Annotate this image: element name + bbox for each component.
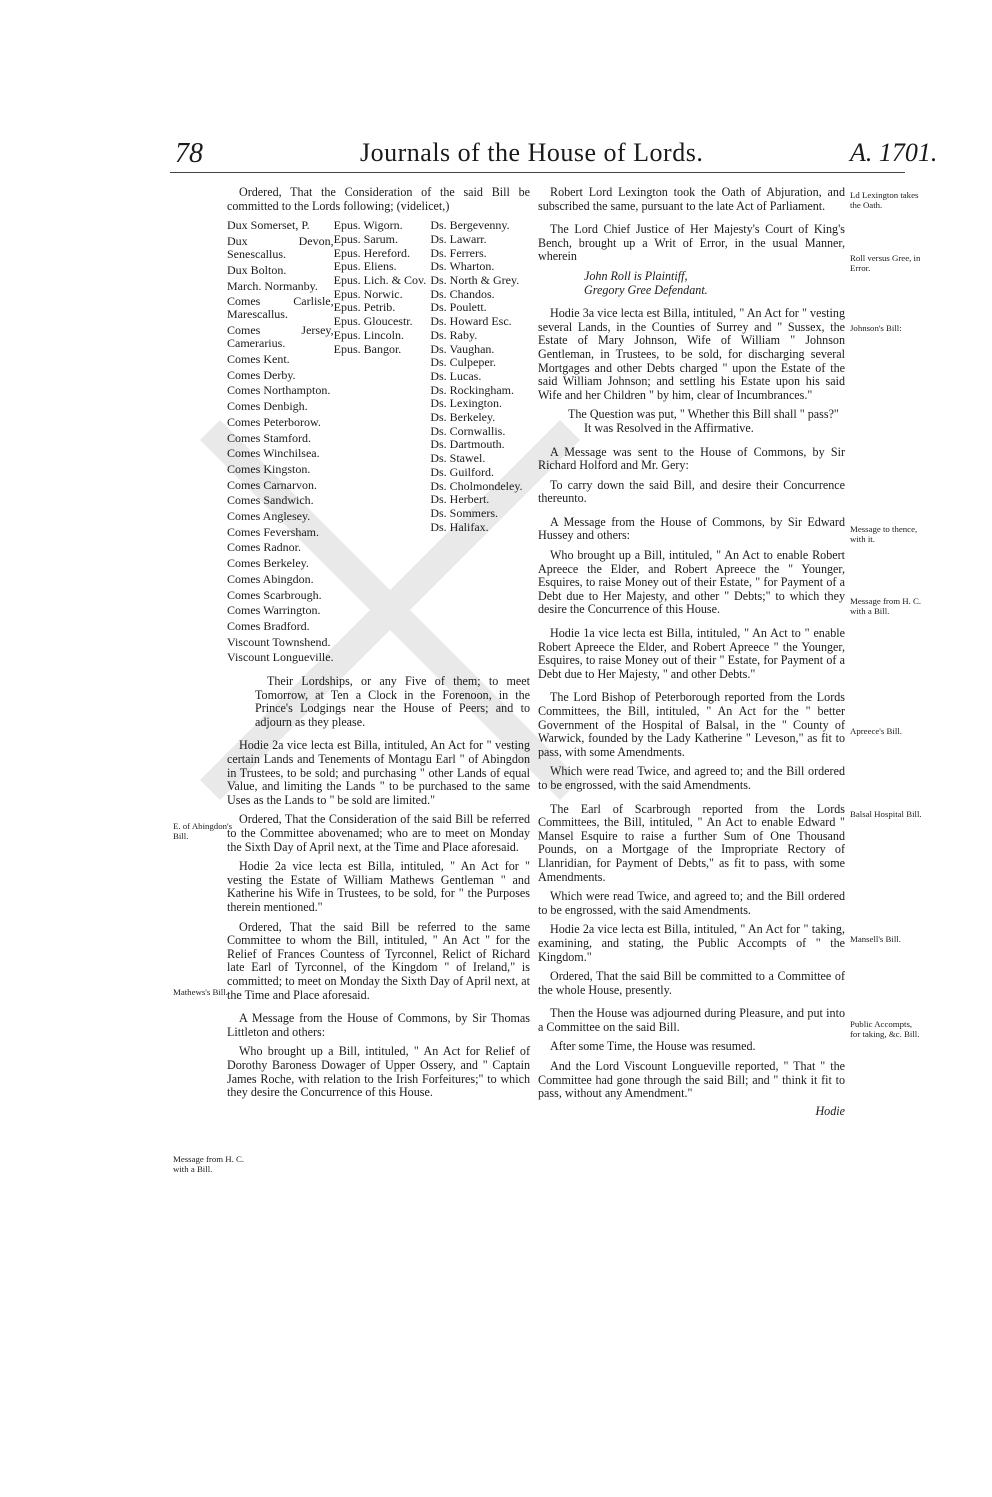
ordered-paragraph-3: Ordered, That the said Bill be referred to the same Committee to whom the Bill, intituled, " An Act " for the Relief of Frances Countess of Tyrconnel, Relict of Richard late Earl of Tyrconnel, of the Kingdom " of Ireland," is committed; to meet on Monday the Sixth Day of April next, at the Time and Place aforesaid. — [227, 919, 530, 1002]
margin-note-roll: Roll versus Gree, in Error. — [850, 253, 921, 273]
header-rule — [170, 172, 905, 173]
johnson-paragraph: Hodie 3a vice lecta est Billa, intituled, " An Act for " vesting several Lands, in the Counties of Surrey and " Sussex, the Estate of Mary Johnson, Wife of William " Johnson Gentleman, in Trustees, to be sold, for discharging several Mortgages and other Debts charged " upon the Estate of the said William Johnson; and settling his Estate upon his said Wife and her Children " by him, clear of Incumbrances." — [538, 306, 845, 402]
read-twice-paragraph-2: Which were read Twice, and agreed to; and the Bill ordered to be engrossed, with the said Amendments. — [538, 889, 845, 917]
lords-col3-entry: Ds. Raby. — [430, 327, 478, 342]
lords-col3-entry: Ds. Cornwallis. — [430, 423, 506, 438]
page-number: 78 — [175, 138, 203, 169]
resolved-paragraph: It was Resolved in the Affirmative. — [584, 420, 754, 435]
lords-col1-entry: Comes Peterborow. — [227, 414, 321, 429]
lexington-paragraph: Robert Lord Lexington took the Oath of Abjuration, and subscribed the same, pursuant to the late Act of Parliament. — [538, 185, 845, 213]
lords-col1-entry: Comes Sandwich. — [227, 493, 314, 508]
lords-col3-entry: Ds. Herbert. — [430, 492, 490, 507]
mansell-paragraph: The Earl of Scarbrough reported from the Lords Committees, the Bill, intituled, " An Act to enable Edward " Mansel Esquire to raise a further Sum of One Thousand Pounds, on a Mortgage of the Impropriate Rectory of Llanridian, for Payment of Debts," as fit to pass, with some Amendments. — [538, 801, 845, 884]
roll-defendant: Gregory Gree Defendant. — [584, 282, 708, 297]
lords-col1-entry: Comes Abingdon. — [227, 571, 314, 586]
chief-justice-paragraph: The Lord Chief Justice of Her Majesty's Court of King's Bench, brought up a Writ of Error, in the usual Manner, wherein — [538, 222, 845, 264]
message-sent-paragraph: A Message was sent to the House of Commons, by Sir Richard Holford and Mr. Gery: — [538, 444, 845, 473]
lords-col1-entry: Viscount Longueville. — [227, 650, 334, 665]
lords-col2-entry: Epus. Wigorn. — [333, 218, 403, 233]
margin-note-public: Public Accompts, for taking, &c. Bill. — [850, 1019, 920, 1039]
lords-col1-entry: Comes Kingston. — [227, 461, 311, 476]
lords-col2-entry: Epus. Petrib. — [333, 300, 396, 315]
accompts-paragraph: Hodie 2a vice lecta est Billa, intituled, " An Act for " taking, examining, and stating, the Public Accompts of " the Kingdom." — [538, 922, 845, 964]
ordered-paragraph-2: Ordered, That the Consideration of the said Bill be referred to the Committee abovenamed; who are to meet on Monday the Sixth Day of April next, at the Time and Place aforesaid. — [227, 812, 530, 854]
lords-col3-entry: Ds. Halifax. — [430, 519, 489, 534]
lords-col2-entry: Epus. Lincoln. — [333, 327, 404, 342]
lords-col1-entry: March. Normanby. — [227, 278, 318, 293]
apreece-read-paragraph: Hodie 1a vice lecta est Billa, intituled, " An Act to " enable Robert Apreece the Elder, and Robert Apreece " the Younger, Esquires, to raise Money out of their " Estate, for Payment of a Debt due to Her Majesty, " and other Debts." — [538, 626, 845, 681]
lords-col3-entry: Ds. Bergevenny. — [430, 218, 510, 233]
lords-col-dukes-earls — [227, 219, 334, 667]
lords-col3-entry: Ds. Lexington. — [430, 396, 502, 411]
brought-paragraph: Who brought up a Bill, intituled, " An Act for Relief of Dorothy Baroness Dowager of Upper Ossery, and " Captain James Roche, with relation to the Irish Forfeitures;" to which they desire the Concurrence of this House. — [227, 1044, 530, 1100]
lords-col3-entry: Ds. Stawel. — [430, 451, 486, 466]
lords-col3-entry: Ds. Culpeper. — [430, 355, 496, 370]
lords-col3-entry: Ds. Howard Esc. — [430, 314, 512, 329]
lords-col1-entry: Comes Carlisle, Marescallus. — [227, 294, 334, 322]
lords-col3-entry: Ds. Lawarr. — [430, 231, 487, 246]
lords-col1-entry: Dux Devon, Senescallus. — [227, 233, 334, 262]
lords-col3-entry: Ds. Sommers. — [430, 505, 498, 520]
margin-note-balsal: Balsal Hospital Bill. — [850, 809, 922, 819]
lords-col1-entry: Comes Stamford. — [227, 430, 311, 445]
message-hussey-paragraph: A Message from the House of Commons, by Sir Edward Hussey and others: — [538, 514, 845, 543]
lords-col1-entry: Comes Bradford. — [227, 618, 310, 633]
page-year: A. 1701. — [850, 138, 938, 167]
lords-col1-entry: Comes Feversham. — [227, 524, 319, 539]
lords-list — [227, 219, 530, 667]
margin-note-mathews: Mathews's Bill. — [173, 987, 228, 997]
lordships-paragraph: Their Lordships, or any Five of them; to meet Tomorrow, at Ten a Clock in the Forenoon, in the Prince's Lodgings near the House of Peers; and to adjourn as they please. — [255, 674, 530, 729]
ordered-paragraph-1: Ordered, That the Consideration of the said Bill be committed to the Lords following; (videlicet,) — [227, 185, 530, 213]
lords-col3-entry: Ds. Poulett. — [430, 300, 487, 315]
margin-note-message-from: Message from H. C. with a Bill. — [850, 596, 922, 616]
lords-col1-entry: Comes Northampton. — [227, 383, 331, 398]
lords-col2-entry: Epus. Eliens. — [333, 259, 397, 274]
margin-note-lexington: Ld Lexington takes the Oath. — [850, 190, 919, 210]
ordered-paragraph-4: Ordered, That the said Bill be committed to a Committee of the whole House, presently. — [538, 969, 845, 997]
adjourned-paragraph: Then the House was adjourned during Pleasure, and put into a Committee on the said Bill. — [538, 1006, 845, 1034]
roll-plaintiff: John Roll is Plaintiff, — [584, 268, 688, 283]
lords-col3-entry: Ds. Vaughan. — [430, 341, 495, 356]
page-title: Journals of the House of Lords. — [360, 138, 704, 167]
lords-col1-entry: Dux Somerset, P. — [227, 218, 310, 233]
right-column — [538, 186, 845, 1124]
lords-col2-entry: Epus. Hereford. — [333, 245, 410, 260]
lords-col3-entry: Ds. Chandos. — [430, 286, 495, 301]
catchword: Hodie — [815, 1103, 845, 1118]
lords-col1-entry: Comes Radnor. — [227, 540, 301, 555]
lords-col3-entry: Ds. Dartmouth. — [430, 437, 505, 452]
lords-col-barons — [430, 219, 530, 667]
apreece-brought-paragraph: Who brought up a Bill, intituled, " An Act to enable Robert Apreece the Elder, and Robert Apreece the " Younger, Esquires, to raise Money out of their Estate, " for Payment of a Debt due to Her Majesty, and other " Debts;" to which they desire the Concurrence of this House. — [538, 548, 845, 617]
lords-col2-entry: Epus. Norwic. — [333, 286, 403, 301]
lords-col3-entry: Ds. Guilford. — [430, 464, 494, 479]
message-hc-paragraph: A Message from the House of Commons, by Sir Thomas Littleton and others: — [227, 1011, 530, 1039]
margin-note-abingdon: E. of Abingdon's Bill. — [173, 821, 233, 841]
longueville-paragraph: And the Lord Viscount Longueville reported, " That " the Committee had gone through the said Bill; and " think it fit to pass, without any Amendment." — [538, 1059, 845, 1101]
lords-col1-entry: Viscount Townshend. — [227, 634, 331, 649]
lords-col2-entry: Epus. Gloucestr. — [333, 314, 413, 329]
margin-note-message-to: Message to thence, with it. — [850, 524, 918, 544]
abingdon-paragraph: Hodie 2a vice lecta est Billa, intituled, An Act for " vesting certain Lands and Tenements of Montagu Earl " of Abingdon in Trustees, to be sold; and purchasing " other Lands of equal Value, and limiting the Lands " to be purchased to the same Uses as the Lands to " be sold are limited." — [227, 738, 530, 807]
lords-col1-entry: Comes Jersey, Camerarius. — [227, 323, 334, 351]
lords-col3-entry: Ds. Wharton. — [430, 259, 495, 274]
lords-col1-entry: Comes Anglesey. — [227, 509, 311, 524]
margin-note-message-hc: Message from H. C. with a Bill. — [173, 1154, 245, 1174]
lords-col1-entry: Comes Warrington. — [227, 603, 321, 618]
left-column — [227, 186, 530, 1106]
read-twice-paragraph-1: Which were read Twice, and agreed to; and the Bill ordered to be engrossed, with the said Amendments. — [538, 764, 845, 792]
margin-note-johnson: Johnson's Bill: — [850, 323, 902, 333]
resumed-paragraph: After some Time, the House was resumed. — [550, 1039, 756, 1054]
balsal-paragraph: The Lord Bishop of Peterborough reported from the Lords Committees, the Bill, intituled, " An Act for the " better Government of the Hospital of Balsal, in the " County of Warwick, founded by the Lady Katherine " Leveson," as fit to pass, with some Amendments. — [538, 690, 845, 759]
lords-col3-entry: Ds. Lucas. — [430, 368, 482, 383]
lords-col2-entry: Epus. Lich. & Cov. — [333, 273, 427, 287]
lords-col1-entry: Comes Kent. — [227, 352, 290, 367]
mathews-paragraph: Hodie 2a vice lecta est Billa, intituled, " An Act for " vesting the Estate of William Mathews Gentleman " and Katherine his Wife in Trustees, to be sold, for " the Purposes therein mentioned." — [227, 859, 530, 914]
lords-col1-entry: Comes Denbigh. — [227, 399, 308, 414]
lords-col1-entry: Comes Derby. — [227, 367, 296, 382]
lords-col3-entry: Ds. Berkeley. — [430, 410, 496, 425]
lords-col3-entry: Ds. Cholmondeley. — [430, 478, 523, 493]
lords-col1-entry: Comes Winchilsea. — [227, 446, 320, 461]
lords-col3-entry: Ds. Ferrers. — [430, 245, 487, 260]
lords-col-bishops — [334, 219, 431, 667]
lords-col1-entry: Comes Berkeley. — [227, 556, 309, 571]
carry-paragraph: To carry down the said Bill, and desire their Concurrence thereunto. — [538, 477, 845, 506]
lords-col1-entry: Comes Carnarvon. — [227, 477, 317, 492]
margin-note-apreece: Apreece's Bill. — [850, 726, 902, 736]
lords-col1-entry: Comes Scarbrough. — [227, 587, 322, 602]
lords-col3-entry: Ds. Rockingham. — [430, 382, 514, 397]
question-paragraph: The Question was put, " Whether this Bill shall " pass?" — [568, 407, 839, 422]
margin-note-mansell: Mansell's Bill. — [850, 934, 901, 944]
lords-col2-entry: Epus. Bangor. — [333, 341, 402, 356]
lords-col3-entry: Ds. North & Grey. — [430, 273, 520, 287]
lords-col2-entry: Epus. Sarum. — [333, 231, 398, 246]
lords-col1-entry: Dux Bolton. — [227, 262, 287, 277]
